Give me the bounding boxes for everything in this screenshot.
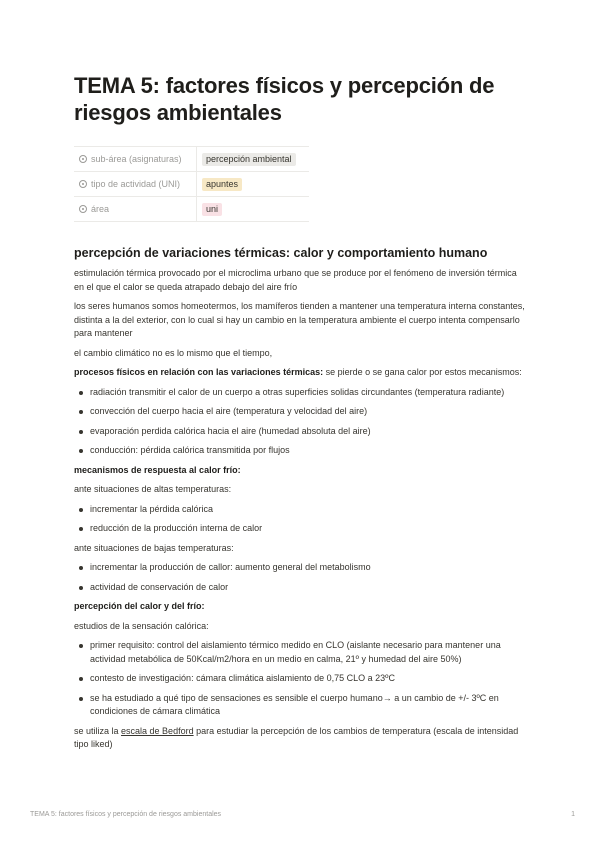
list-item: evaporación perdida calórica hacia el aire (humedad absoluta del aire) <box>90 425 529 439</box>
document-body <box>74 245 529 758</box>
bedford-scale-link[interactable]: escala de Bedford <box>121 725 194 736</box>
list-item: reducción de la producción interna de calor <box>90 522 529 536</box>
page-footer <box>30 811 575 818</box>
tag-badge: uni <box>202 203 222 216</box>
bullet-list <box>74 639 529 719</box>
paragraph: mecanismos de respuesta al calor frío: <box>74 464 241 475</box>
paragraph: procesos físicos en relación con las variaciones térmicas: se pierde o se gana calor por estos mecanismos: <box>74 367 522 377</box>
paragraph: ante situaciones de altas temperaturas: <box>74 484 232 494</box>
list-item: incrementar la pérdida calórica <box>90 503 529 517</box>
list-item: incrementar la producción de callor: aumento general del metabolismo <box>90 561 529 575</box>
list-item: contesto de investigación: cámara climática aislamiento de 0,75 CLO a 23ºC <box>90 672 529 686</box>
bullet-list <box>74 561 529 594</box>
property-icon <box>79 180 87 188</box>
paragraph: ante situaciones de bajas temperaturas: <box>74 542 234 553</box>
property-icon <box>79 205 87 213</box>
list-item: primer requisito: control del aislamiento térmico medido en CLO (aislante necesario para mantener una actividad metabólica de 50Kcal/m2/hora en un medio en calma, 21º y humedad del aire 50%) <box>90 639 529 666</box>
property-value <box>197 197 310 222</box>
footer-title: TEMA 5: factores físicos y percepción de riesgos ambientales <box>30 811 222 818</box>
paragraph: el cambio climático no es lo mismo que el tiempo, <box>74 347 273 358</box>
page-number: 1 <box>571 811 575 818</box>
property-key: sub-área (asignaturas) <box>74 147 197 172</box>
page-title: TEMA 5: factores físicos y percepción de riesgos ambientales <box>74 73 495 125</box>
property-key: área <box>74 197 197 222</box>
property-row <box>74 172 309 197</box>
bullet-list <box>74 386 529 458</box>
property-row <box>74 147 309 172</box>
property-icon <box>79 155 87 163</box>
tag-badge: percepción ambiental <box>202 153 296 166</box>
property-key: tipo de actividad (UNI) <box>74 172 197 197</box>
section-heading: percepción de variaciones térmicas: calor y comportamiento humano <box>74 246 488 260</box>
tag-badge: apuntes <box>202 178 242 191</box>
list-item: actividad de conservación de calor <box>90 581 529 595</box>
paragraph: estudios de la sensación calórica: <box>74 620 209 631</box>
paragraph: estimulación térmica provocado por el microclima urbano que se produce por el fenómeno de inversión térmica en el que el calor se queda atrapado debajo del aire frío <box>74 268 517 292</box>
paragraph: percepción del calor y del frío: <box>74 601 205 611</box>
property-row <box>74 197 309 222</box>
list-item: radiación transmitir el calor de un cuerpo a otras superficies solidas circundantes (temperatura radiante) <box>90 386 529 400</box>
bullet-list <box>74 503 529 536</box>
list-item: convección del cuerpo hacia el aire (temperatura y velocidad del aire) <box>90 405 529 419</box>
paragraph: se utiliza la escala de Bedford para estudiar la percepción de los cambios de temperatura (escala de intensidad tipo liked) <box>74 725 519 749</box>
properties-table <box>74 146 309 222</box>
paragraph: los seres humanos somos homeotermos, los mamíferos tienden a mantener una temperatura interna constantes, distinta a la del exterior, con lo cual si hay un cambio en la temperatura ambiente el cuerpo intenta compensarlo para mantener <box>74 301 525 338</box>
property-value <box>197 147 310 172</box>
list-item: conducción: pérdida calórica transmitida por flujos <box>90 444 529 458</box>
property-value <box>197 172 310 197</box>
list-item: se ha estudiado a qué tipo de sensaciones es sensible el cuerpo humano→ a un cambio de +/- 3ºC en condiciones de cámara climática <box>90 692 529 719</box>
